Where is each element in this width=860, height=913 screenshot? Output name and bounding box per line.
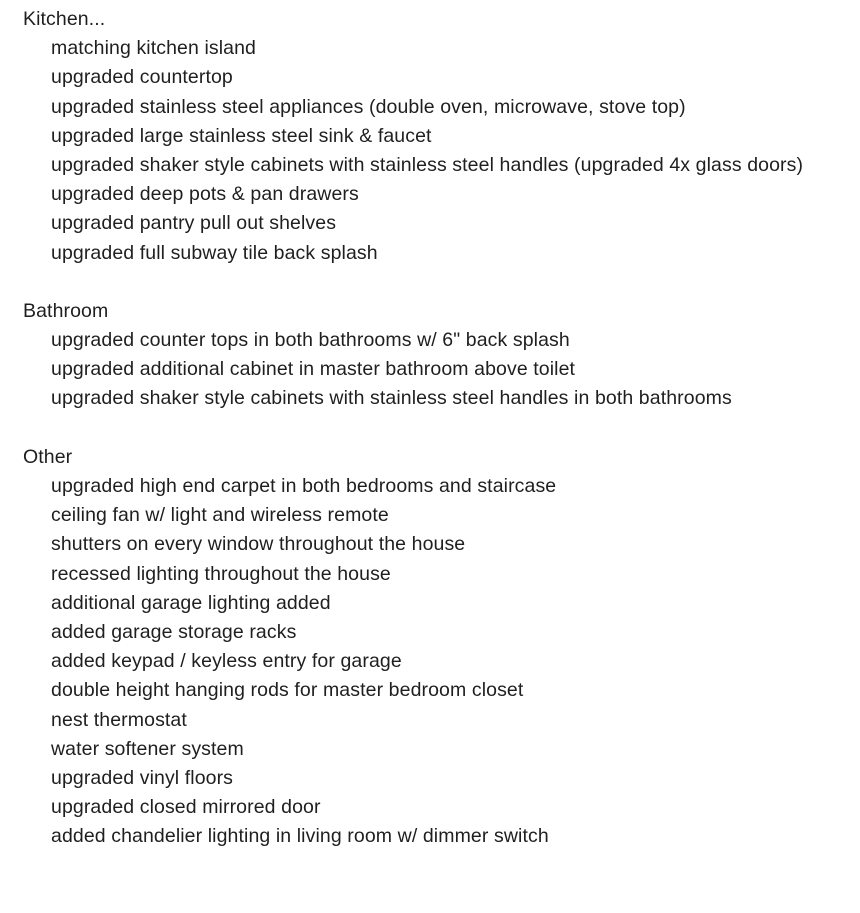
list-item: upgraded shaker style cabinets with stainless steel handles (upgraded 4x glass doors) xyxy=(51,153,804,176)
list-item: upgraded deep pots & pan drawers xyxy=(51,183,359,206)
other-section xyxy=(23,443,860,852)
kitchen-items xyxy=(23,34,860,268)
list-item: upgraded high end carpet in both bedrooms and staircase xyxy=(51,475,557,497)
list-item: added keypad / keyless entry for garage xyxy=(51,650,402,673)
list-item: upgraded shaker style cabinets with stainless steel handles in both bathrooms xyxy=(51,387,732,410)
list-item: upgraded counter tops in both bathrooms w/ 6" back splash xyxy=(51,329,570,352)
other-items xyxy=(23,472,860,851)
other-heading: Other xyxy=(23,445,73,468)
bathroom-section xyxy=(23,297,860,414)
list-item: upgraded large stainless steel sink & faucet xyxy=(51,124,432,147)
list-item: water softener system xyxy=(51,737,244,760)
list-item: upgraded full subway tile back splash xyxy=(51,241,378,264)
list-item: added chandelier lighting in living room w/ dimmer switch xyxy=(51,825,549,848)
kitchen-heading: Kitchen... xyxy=(23,8,106,30)
list-item: added garage storage racks xyxy=(51,620,297,643)
list-item: upgraded pantry pull out shelves xyxy=(51,212,337,235)
list-item: upgraded countertop xyxy=(51,66,233,89)
list-item: upgraded stainless steel appliances (double oven, microwave, stove top) xyxy=(51,95,686,118)
list-item: additional garage lighting added xyxy=(51,591,331,614)
list-item: upgraded additional cabinet in master bathroom above toilet xyxy=(51,358,576,381)
list-item: upgraded vinyl floors xyxy=(51,766,234,789)
kitchen-section xyxy=(23,5,860,268)
list-item: matching kitchen island xyxy=(51,37,256,60)
list-item: shutters on every window throughout the house xyxy=(51,533,466,556)
upgrade-list-document xyxy=(23,5,860,851)
bathroom-items xyxy=(23,326,860,414)
list-item: nest thermostat xyxy=(51,708,187,731)
list-item: ceiling fan w/ light and wireless remote xyxy=(51,504,389,527)
bathroom-heading: Bathroom xyxy=(23,299,109,322)
list-item: double height hanging rods for master bedroom closet xyxy=(51,679,524,702)
list-item: upgraded closed mirrored door xyxy=(51,796,321,819)
list-item: recessed lighting throughout the house xyxy=(51,562,391,585)
